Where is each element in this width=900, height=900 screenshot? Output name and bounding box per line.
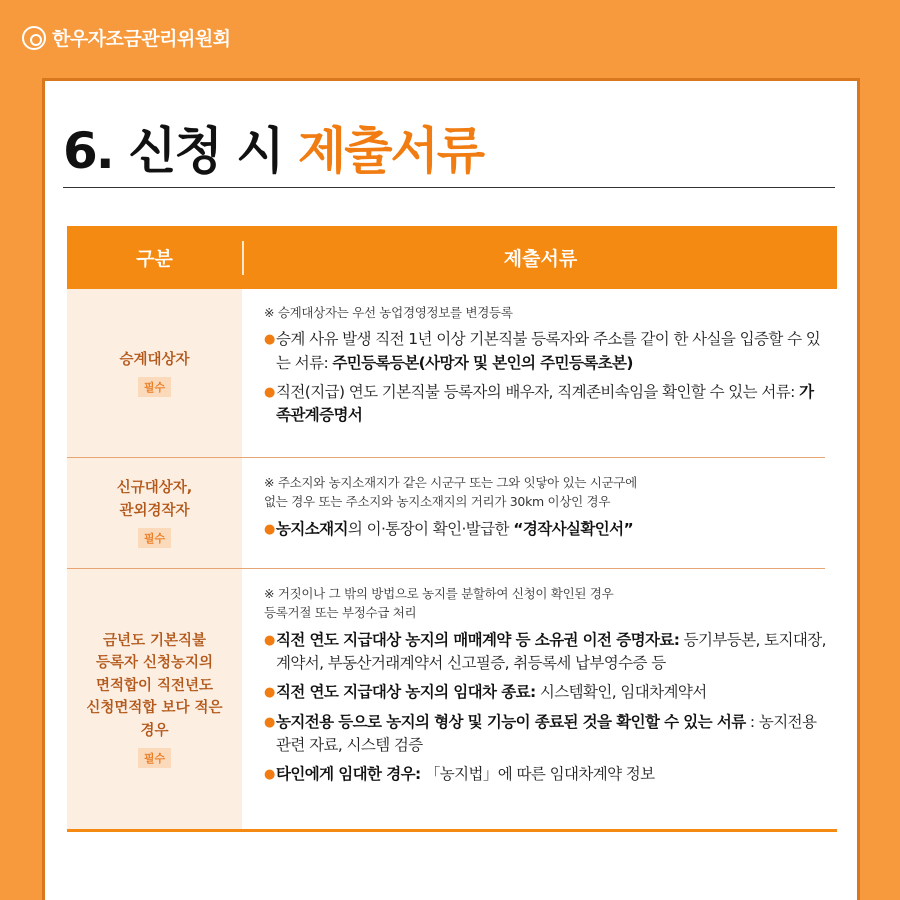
bullet-icon: ● (264, 384, 275, 400)
title-divider (63, 187, 835, 188)
header-documents: 제출서류 (503, 248, 578, 270)
row-note: ※ 거짓이나 그 밖의 방법으로 농지를 분할하여 신청이 확인된 경우 등록거절 또는 부정수급 처리 (264, 586, 614, 621)
brand-name: 한우자조금관리위원회 (52, 28, 231, 50)
item-text: 직전(지급) 연도 기본직불 등록자의 배우자, 직계존비속임을 확인할 수 있는 서류: (276, 382, 800, 401)
title-prefix: 6. 신청 시 (63, 122, 298, 180)
item-text: 「농지법」에 따른 임대차계약 정보 (420, 765, 655, 783)
table-header (67, 226, 837, 289)
item-bold: 농지전용 등으로 농지의 형상 및 기능이 종료된 것을 확인할 수 있는 서류 (276, 712, 746, 731)
table-body (67, 289, 837, 830)
row-category (67, 457, 242, 568)
row-note: ※ 주소지와 농지소재지가 같은 시군구 또는 그와 잇닿아 있는 시군구에 없는 경우 또는 주소지와 농지소재지의 거리가 30km 이상인 경우 (264, 475, 637, 510)
row-category (67, 289, 242, 457)
item-text: 시스템확인, 임대차계약서 (535, 683, 707, 702)
item-bold: “경작사실확인서” (513, 519, 634, 538)
item-bold: 타인에게 임대한 경우: (276, 765, 421, 783)
item-bold: 직전 연도 지급대상 농지의 매매계약 등 소유권 이전 증명자료: (276, 630, 680, 649)
item-bold: 가족관계증명서 (276, 382, 814, 425)
bullet-icon: ● (264, 332, 275, 348)
list-item (264, 328, 827, 375)
list-item (264, 629, 827, 676)
list-item (264, 681, 827, 704)
list-item (264, 381, 827, 428)
item-text: 등기부등본, 토지대장, 계약서, 부동산거래계약서 신고필증, 취등록세 납부영수증 등 (276, 630, 826, 672)
category-label: 금년도 기본직불 등록자 신청농지의 면적합이 직전년도 신청면적합 보다 적은 경우 (86, 632, 223, 739)
required-badge: 필수 (138, 528, 171, 548)
item-bold: 직전 연도 지급대상 농지의 임대차 종료: (276, 683, 536, 702)
item-text: 의 이·통장이 확인·발급한 (347, 519, 514, 538)
page-title (63, 111, 483, 183)
bullet-icon: ● (264, 685, 275, 701)
bullet-icon: ● (264, 714, 275, 730)
category-label: 승계대상자 (119, 351, 190, 368)
list-item (264, 763, 827, 786)
row-documents (242, 289, 837, 457)
table-row (67, 568, 837, 830)
row-note: ※ 승계대상자는 우선 농업경영정보를 변경등록 (264, 305, 513, 320)
title-accent: 제출서류 (297, 122, 484, 180)
required-badge: 필수 (138, 748, 171, 768)
item-text: : 농지전용 관련 자료, 시스템 검증 (276, 712, 817, 754)
bullet-icon: ● (264, 632, 275, 648)
category-label: 신규대상자, 관외경작자 (116, 480, 193, 519)
item-text: 승계 사유 발생 직전 1년 이상 기본직불 등록자와 주소를 같이 한 사실을 입증할 수 있는 서류: (276, 330, 821, 372)
documents-table (67, 226, 837, 830)
brand (22, 24, 231, 51)
list-item (264, 518, 827, 541)
row-documents (242, 568, 837, 830)
item-bold: 농지소재지 (276, 519, 348, 538)
content-card (42, 78, 860, 900)
list-item (264, 711, 827, 758)
item-bold: 주민등록등본(사망자 및 본인의 주민등록초본) (332, 353, 633, 372)
logo-icon (22, 26, 46, 50)
row-category (67, 568, 242, 830)
row-documents (242, 457, 837, 568)
bullet-icon: ● (264, 521, 275, 537)
bullet-icon: ● (264, 767, 275, 782)
table-row (67, 457, 837, 568)
table-row (67, 289, 837, 457)
required-badge: 필수 (138, 377, 171, 397)
header-category: 구분 (136, 248, 173, 270)
